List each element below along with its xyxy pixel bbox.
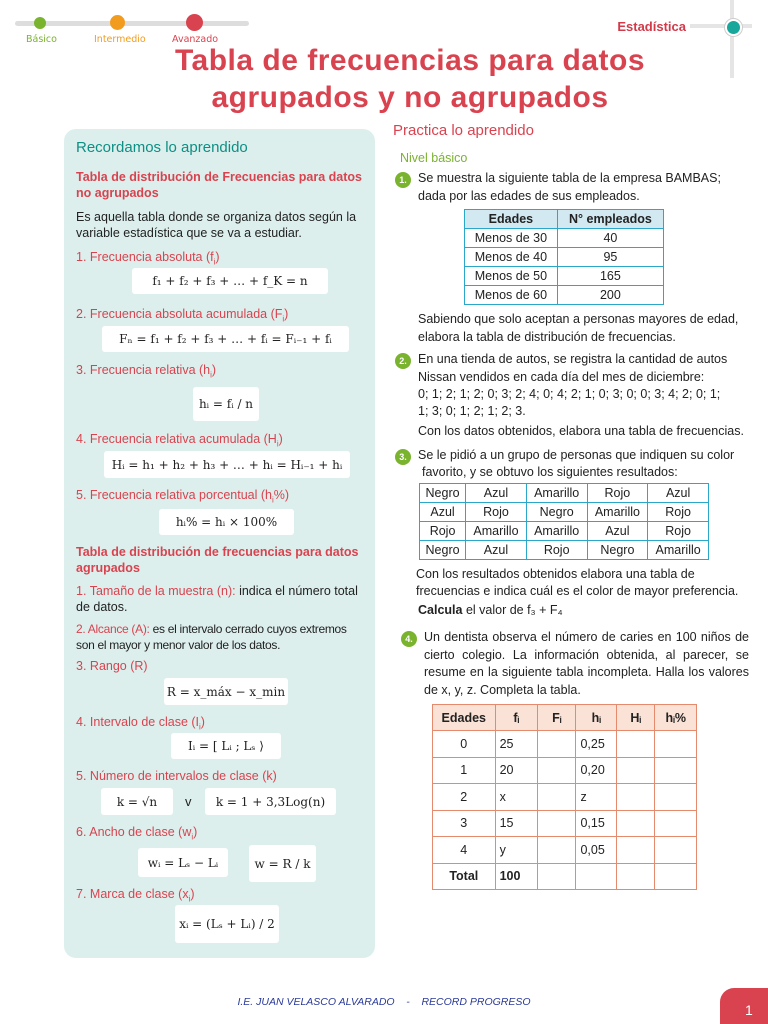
- table-cell: Amarillo: [648, 541, 709, 560]
- item-frecuencia-relativa: 3. Frecuencia relativa $(h_i)$: [76, 363, 217, 380]
- decor-cross-horizontal: [690, 24, 752, 28]
- table-cell: [655, 731, 697, 758]
- footer-separator: -: [406, 996, 410, 1008]
- topic-label: Estadística: [617, 19, 686, 34]
- formula-frecuencia-relativa-porcentual: hᵢ% = hᵢ × 100%: [159, 509, 294, 535]
- table-cell: 200: [557, 286, 663, 305]
- table-header-hi-pct: hᵢ%: [655, 705, 697, 731]
- item-numero-intervalos: 5. Número de intervalos de clase (k): [76, 769, 277, 783]
- table-cell: [538, 757, 576, 784]
- page-title-line2: agrupados y no agrupados: [211, 81, 609, 114]
- formula-k-raiz: k = √n: [101, 788, 173, 815]
- item-ancho-clase: 6. Ancho de clase $(w_i)$: [76, 825, 198, 842]
- table-cell: Rojo: [587, 484, 648, 503]
- question-2-data-line1: 0; 1; 2; 1; 2; 0; 3; 2; 4; 0; 4; 2; 1; 0; 3; 0; 0; 3; 4; 2; 0; 1;: [418, 387, 721, 401]
- question-3-text-line1: Se le pidió a un grupo de personas que indiquen su color: [418, 448, 735, 462]
- level-progress-track: [15, 21, 249, 26]
- footer-text: [0, 996, 768, 1008]
- level-dot-basico: [34, 17, 46, 29]
- or-separator: v: [185, 794, 192, 809]
- level-basico-label: Nivel básico: [400, 151, 468, 165]
- recap-heading: Recordamos lo aprendido: [76, 139, 248, 156]
- table-cell: 4: [433, 837, 496, 864]
- table-cell: 3: [433, 810, 496, 837]
- formula-rango: R = x_máx − x_min: [164, 678, 288, 705]
- formula-intervalo-clase: Iᵢ = [ Lᵢ ; Lₛ ⟩: [171, 733, 281, 759]
- decor-cross-dot: [725, 19, 742, 36]
- question-2-instruction: Con los datos obtenidos, elabora una tabla de frecuencias.: [418, 424, 744, 438]
- table-cell: Menos de 50: [465, 267, 558, 286]
- table-cell: [655, 863, 697, 890]
- level-label-avanzado: Avanzado: [172, 34, 219, 45]
- item-frecuencia-relativa-porcentual: 5. Frecuencia relativa porcentual $(h_i\%)$: [76, 488, 290, 505]
- table-cell: Azul: [648, 484, 709, 503]
- table-cell: Rojo: [648, 522, 709, 541]
- item-frecuencia-relativa-acumulada: 4. Frecuencia relativa acumulada $(H_i)$: [76, 432, 283, 449]
- formula-ancho-rango: w = R / k: [249, 845, 316, 882]
- page-number-tab: [720, 988, 768, 1024]
- table-cell: z: [576, 784, 617, 811]
- question-3-badge: 3.: [395, 449, 411, 465]
- definition-text: Es aquella tabla donde se organiza datos según la variable estadística que se va a estudiar.: [76, 210, 357, 240]
- table-cell: Amarillo: [526, 522, 587, 541]
- practice-heading: Practica lo aprendido: [393, 122, 534, 139]
- table-cell: 0: [433, 731, 496, 758]
- level-dot-avanzado: [186, 14, 203, 31]
- table-cell: [655, 837, 697, 864]
- table-caries: [432, 704, 697, 890]
- table-cell: 165: [557, 267, 663, 286]
- table-cell: [538, 837, 576, 864]
- question-2-data-line2: 1; 3; 0; 1; 2; 1; 2; 3.: [418, 404, 526, 418]
- question-2-text: En una tienda de autos, se registra la cantidad de autos Nissan vendidos en cada día del mes de diciembre:: [418, 352, 728, 384]
- page-number: 1: [745, 1002, 753, 1018]
- formula-frecuencia-absoluta: f₁ + f₂ + f₃ + … + f_K = n: [132, 268, 328, 294]
- table-cell: [655, 757, 697, 784]
- table-cell: Azul: [420, 503, 466, 522]
- table-cell: Rojo: [526, 541, 587, 560]
- formula-marca-clase: xᵢ = (Lₛ + Lᵢ) / 2: [175, 905, 279, 943]
- table-header-edades: Edades: [433, 705, 496, 731]
- item-rango: 3. Rango (R): [76, 659, 148, 673]
- table-cell: [617, 731, 655, 758]
- table-cell: 100: [495, 863, 538, 890]
- table-cell: [538, 784, 576, 811]
- formula-ancho-clase: wᵢ = Lₛ − Lᵢ: [138, 848, 228, 877]
- question-1-instruction: Sabiendo que solo aceptan a personas mayores de edad, elabora la tabla de distribución de frecuencias.: [418, 312, 739, 344]
- table-cell: Menos de 30: [465, 229, 558, 248]
- formula-frecuencia-relativa-acumulada: Hᵢ = h₁ + h₂ + h₃ + … + hᵢ = Hᵢ₋₁ + hᵢ: [104, 451, 350, 478]
- formula-frecuencia-relativa: hᵢ = fᵢ / n: [193, 387, 259, 421]
- table-cell: Negro: [420, 484, 466, 503]
- table-cell: [576, 863, 617, 890]
- question-2-badge: 2.: [395, 353, 411, 369]
- table-cell: 0,20: [576, 757, 617, 784]
- item-intervalo-clase: 4. Intervalo de clase $(I_i)$: [76, 715, 205, 732]
- table-header-empleados: N° empleados: [557, 210, 663, 229]
- question-3-instruction-line1: Con los resultados obtenidos elabora una tabla de: [416, 567, 695, 581]
- table-cell: 40: [557, 229, 663, 248]
- table-cell: [617, 810, 655, 837]
- table-cell: x: [495, 784, 538, 811]
- table-cell: 0,15: [576, 810, 617, 837]
- table-cell: y: [495, 837, 538, 864]
- table-cell: 1: [433, 757, 496, 784]
- table-cell: Azul: [466, 541, 527, 560]
- item-tamano-muestra: 1. Tamaño de la muestra (n): indica el número total de datos.: [76, 584, 358, 614]
- table-cell: 95: [557, 248, 663, 267]
- footer-record: RECORD PROGRESO: [421, 996, 531, 1008]
- section-title-no-agrupados: Tabla de distribución de Frecuencias para datos no agrupados: [76, 170, 362, 200]
- table-cell: [617, 757, 655, 784]
- table-cell: [538, 863, 576, 890]
- table-cell: Negro: [526, 503, 587, 522]
- formula-frecuencia-absoluta-acumulada: Fₙ = f₁ + f₂ + f₃ + … + fᵢ = Fᵢ₋₁ + fᵢ: [102, 326, 349, 352]
- table-cell: 15: [495, 810, 538, 837]
- table-cell: Negro: [587, 541, 648, 560]
- table-header-hi: hᵢ: [576, 705, 617, 731]
- table-cell: [655, 810, 697, 837]
- table-cell: [617, 837, 655, 864]
- question-1-text: Se muestra la siguiente tabla de la empresa BAMBAS; dada por las edades de sus empleados.: [418, 171, 721, 203]
- level-label-basico: Básico: [26, 34, 57, 45]
- question-3-instruction-line2: frecuencias e indica cuál es el color de mayor preferencia.: [416, 584, 739, 598]
- level-dot-intermedio: [110, 15, 125, 30]
- table-cell: 0,05: [576, 837, 617, 864]
- question-3-text-line2: favorito, y se obtuvo los siguientes resultados:: [422, 465, 678, 479]
- page-title-line1: Tabla de frecuencias para datos: [174, 44, 646, 77]
- table-cell: 20: [495, 757, 538, 784]
- table-cell: [538, 731, 576, 758]
- question-4-badge: 4.: [401, 631, 417, 647]
- table-cell: Amarillo: [466, 522, 527, 541]
- table-cell: 25: [495, 731, 538, 758]
- table-cell: Amarillo: [526, 484, 587, 503]
- footer-school: I.E. JUAN VELASCO ALVARADO: [237, 996, 395, 1008]
- table-cell: Menos de 40: [465, 248, 558, 267]
- table-header-fi: fᵢ: [495, 705, 538, 731]
- item-alcance: 2. Alcance (A): es el intervalo cerrado cuyos extremos son el mayor y menor valor de los datos.: [76, 622, 347, 652]
- item-marca-clase: 7. Marca de clase $(x_i)$: [76, 887, 195, 904]
- table-cell: Rojo: [648, 503, 709, 522]
- table-cell: Rojo: [466, 503, 527, 522]
- table-cell: Azul: [587, 522, 648, 541]
- item-frecuencia-absoluta-acumulada: 2. Frecuencia absoluta acumulada $(F_i)$: [76, 307, 289, 324]
- table-cell: [617, 784, 655, 811]
- table-header-Fi: Fᵢ: [538, 705, 576, 731]
- section-title-agrupados: Tabla de distribución de frecuencias para datos agrupados: [76, 545, 359, 575]
- table-header-edades: Edades: [465, 210, 558, 229]
- table-cell: 0,25: [576, 731, 617, 758]
- formula-k-log: k = 1 + 3,3Log(n): [205, 788, 336, 815]
- table-cell: [655, 784, 697, 811]
- level-label-intermedio: Intermedio: [94, 34, 146, 45]
- table-edades-empleados: [464, 209, 664, 305]
- table-colores: [419, 483, 709, 560]
- question-1-badge: 1.: [395, 172, 411, 188]
- table-cell: Rojo: [420, 522, 466, 541]
- table-cell: Menos de 60: [465, 286, 558, 305]
- item-frecuencia-absoluta: 1. Frecuencia absoluta $(f_i)$: [76, 250, 220, 267]
- table-cell: Amarillo: [587, 503, 648, 522]
- table-cell-total: Total: [433, 863, 496, 890]
- table-cell: Negro: [420, 541, 466, 560]
- table-cell: 2: [433, 784, 496, 811]
- question-3-calc: Calcula el valor de f₃ + F₄: [418, 603, 563, 617]
- table-cell: Azul: [466, 484, 527, 503]
- question-4-text: Un dentista observa el número de caries en 100 niños de cierto colegio. La información obtenida, al parecer, se resume en la siguiente tabla incompleta. Halla los valores de x, y, z. Completa la tabla.: [424, 630, 749, 697]
- table-cell: [538, 810, 576, 837]
- table-header-Hi: Hᵢ: [617, 705, 655, 731]
- table-cell: [617, 863, 655, 890]
